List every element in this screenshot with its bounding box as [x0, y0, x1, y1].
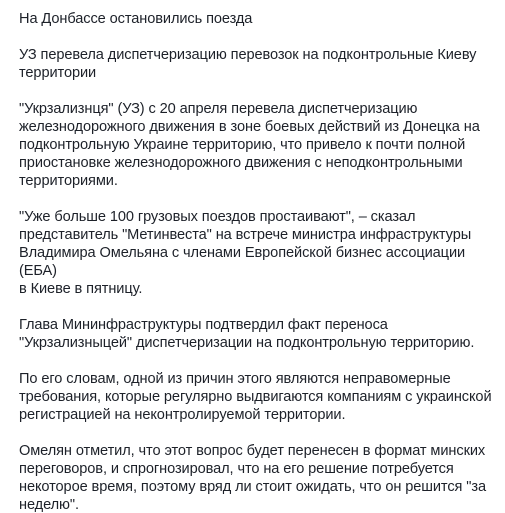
post-paragraph: По его словам, одной из причин этого являются неправомерные требования, которые регулярно выдвигаются компаниям с украинской регистрацией на неконтролируемой территории. [19, 371, 492, 423]
post-paragraph: "Уже больше 100 грузовых поездов простаивают", – сказал представитель "Метинвеста" на встрече министра инфраструктуры Владимира Омельяна с членами Европейской бизнес ассоциации (ЕБА) в Киеве в пятницу. [19, 209, 472, 297]
post-paragraph: "Укрзализнця" (УЗ) с 20 апреля перевела диспетчеризацию железнодорожного движения в зоне боевых действий из Донецка на подконтрольную Украине территорию, что привело к почти полной приостановке железнодорожного движения с неподконтрольными территориями. [19, 101, 480, 189]
post-headline: На Донбассе остановились поезда [19, 11, 253, 27]
post-paragraph: Глава Мининфраструктуры подтвердил факт переноса "Укрзализныцей" диспетчеризации на подконтрольную территорию. [19, 317, 475, 351]
post-subheadline: УЗ перевела диспетчеризацию перевозок на подконтрольные Киеву территории [19, 47, 477, 81]
post-paragraph: Омелян отметил, что этот вопрос будет перенесен в формат минских переговоров, и спрогнозировал, что на его решение потребуется некоторое время, поэтому вряд ли стоит ожидать, что он решится "за неделю". [19, 443, 486, 513]
